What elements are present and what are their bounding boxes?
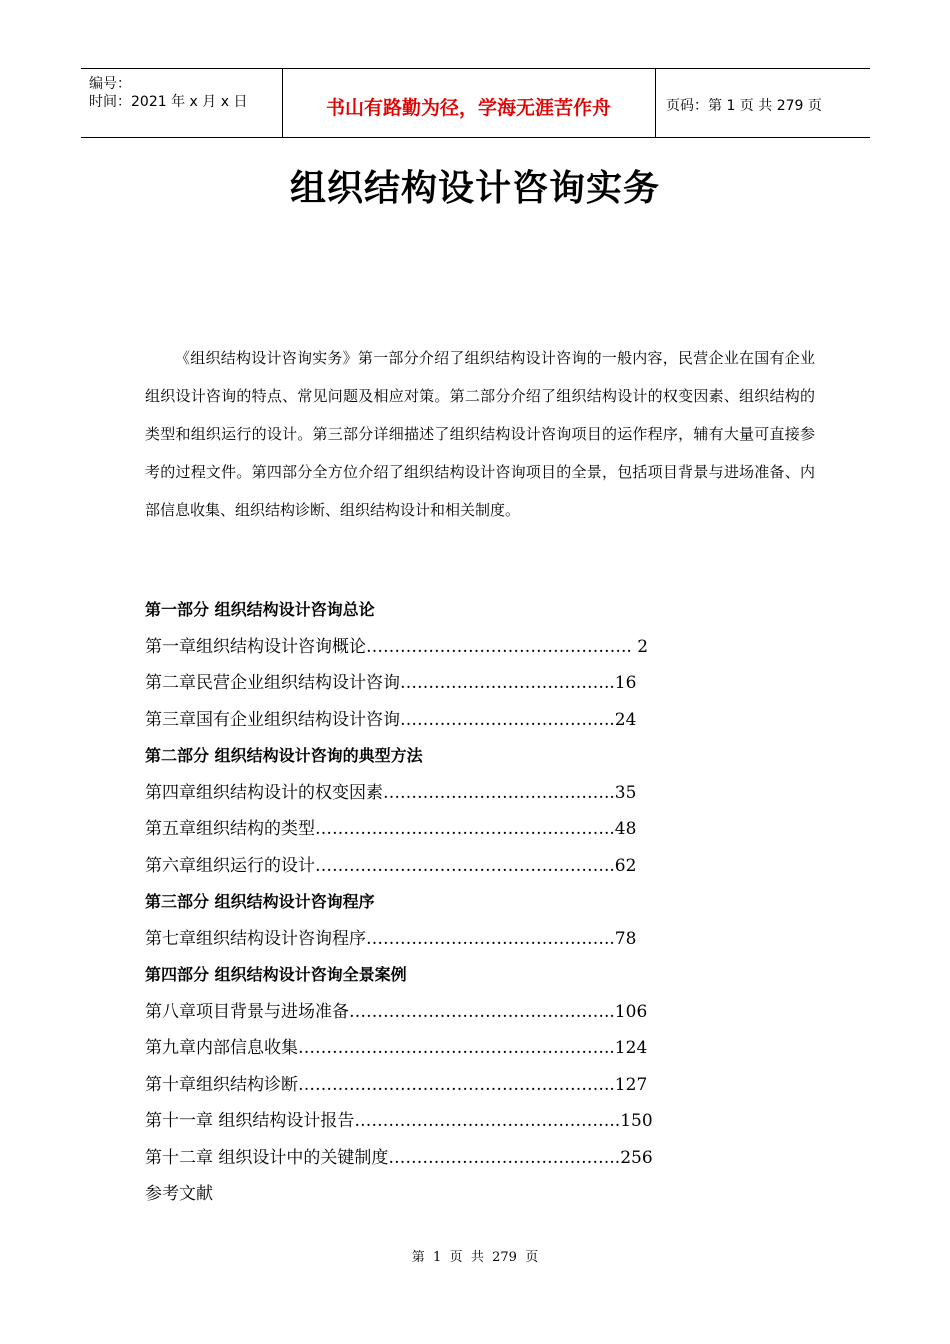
page-footer: 第 1 页 共 279 页	[411, 1250, 539, 1265]
page-code: 页码：第 1 页 共 279 页	[666, 98, 822, 114]
table-of-contents	[145, 596, 745, 1217]
toc-entry: 第三章国有企业组织结构设计咨询………………………………..24	[145, 709, 637, 730]
document-title: 组织结构设计咨询实务	[289, 168, 660, 209]
toc-entry: 第六章组织运行的设计……………………………………………..62	[145, 855, 637, 876]
toc-entry: 第五章组织结构的类型……………………………………………..48	[145, 819, 637, 839]
toc-entry: 第十一章 组织结构设计报告………………………………………..150	[145, 1111, 653, 1131]
toc-entry: 第十二章 组织设计中的关键制度…………………………………..256	[145, 1147, 653, 1168]
header-motto-cell	[282, 69, 656, 137]
motto-text: 书山有路勤为径，学海无涯苦作舟	[325, 97, 611, 119]
toc-part-2: 第二部分 组织结构设计咨询的典型方法	[145, 746, 423, 765]
toc-entry: 第一章组织结构设计咨询概论……………………………………….. 2	[145, 636, 649, 657]
toc-references: 参考文献	[145, 1184, 213, 1204]
toc-entry: 第八章项目背景与进场准备………………………………………..106	[145, 1001, 648, 1022]
toc-entry: 第四章组织结构设计的权变因素…………………………………..35	[145, 782, 637, 803]
toc-part-4: 第四部分 组织结构设计咨询全景案例	[145, 965, 407, 984]
toc-entry: 第十章组织结构诊断………………………………………………..127	[145, 1074, 648, 1095]
date-label: 时间：2021 年 x 月 x 日	[89, 94, 248, 110]
toc-entry: 第七章组织结构设计咨询程序……………………………………..78	[145, 928, 637, 949]
toc-entry: 第二章民营企业组织结构设计咨询………………………………..16	[145, 673, 637, 693]
serial-label: 编号：	[89, 76, 131, 92]
toc-part-1: 第一部分 组织结构设计咨询总论	[145, 600, 375, 619]
header-page-cell	[656, 69, 870, 137]
page-header	[81, 68, 870, 138]
abstract-paragraph: 《组织结构设计咨询实务》第一部分介绍了组织结构设计咨询的一般内容，民营企业在国有企业组织设计咨询的特点、常见问题及相应对策。第二部分介绍了组织结构设计的权变因素、组织结构的类型和组织运行的设计。第三部分详细描述了组织结构设计咨询项目的运作程序，辅有大量可直接参考的过程文件。第四部分全方位介绍了组织结构设计咨询项目的全景，包括项目背景与进场准备、内部信息收集、组织结构诊断、组织结构设计和相关制度。	[145, 349, 815, 519]
header-meta-cell	[81, 69, 283, 137]
toc-entry: 第九章内部信息收集………………………………………………..124	[145, 1038, 648, 1058]
toc-part-3: 第三部分 组织结构设计咨询程序	[145, 892, 375, 911]
